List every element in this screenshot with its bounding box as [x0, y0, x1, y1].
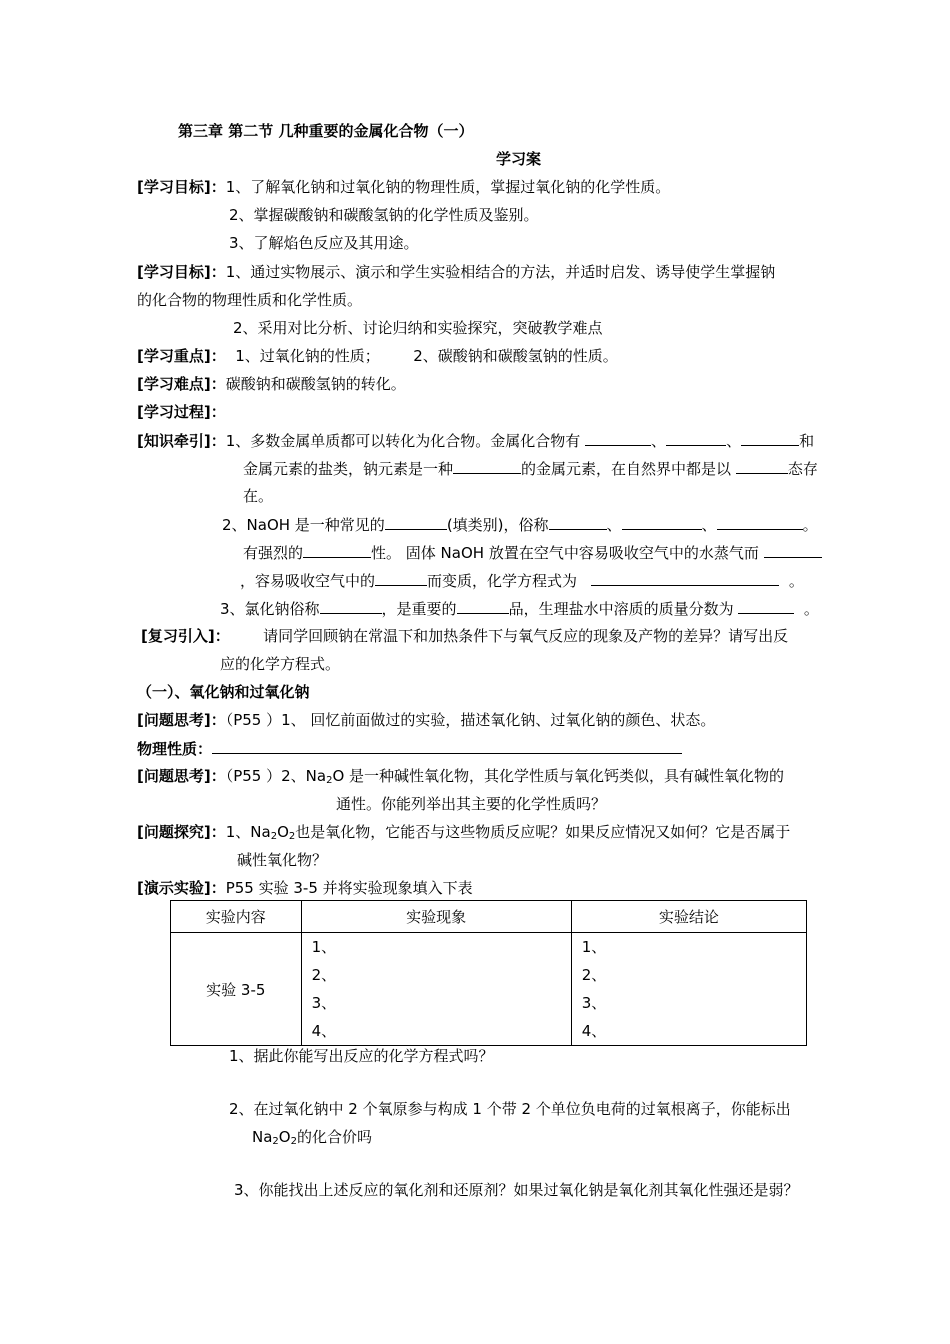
blank-field[interactable]	[457, 598, 509, 614]
experiment-table	[170, 900, 807, 1046]
k2-text: 性。 固体 NaOH 放置在空气中容易吸收空气中的水蒸气而	[371, 544, 759, 562]
blank-field[interactable]	[549, 514, 607, 530]
question-label: [问题思考]：	[137, 767, 226, 785]
review-label: [复习引入]：	[141, 627, 230, 645]
question-text: 的化合价吗	[296, 1128, 372, 1146]
k3-text: 3、氯化钠俗称	[220, 600, 320, 618]
followup-question-cont	[252, 1127, 372, 1147]
subscript: 2	[270, 831, 278, 842]
knowledge-line-5	[243, 542, 822, 563]
methods-label: [学习目标]：	[137, 263, 226, 281]
k1-text: 金属元素的盐类，钠元素是一种	[243, 460, 454, 478]
answer-field[interactable]	[212, 738, 682, 754]
k3-text: 。	[803, 600, 819, 618]
k2-text: (填类别)，俗称	[446, 516, 549, 534]
list-item: 4、	[311, 1022, 337, 1040]
explore-line-1	[137, 822, 790, 842]
list-item: 1、	[311, 938, 337, 956]
blank-field[interactable]	[622, 514, 702, 530]
column-header: 实验结论	[571, 901, 806, 933]
knowledge-line-4	[222, 514, 818, 535]
methods-text: 的化合物的物理性质和化学性质。	[137, 291, 363, 309]
physical-label: 物理性质：	[137, 740, 213, 758]
demo-label: [演示实验]：	[137, 879, 226, 897]
blank-field[interactable]	[738, 598, 794, 614]
knowledge-label: [知识牵引]：	[137, 432, 226, 450]
k1-sep: 、	[726, 432, 742, 450]
objective-item: 2、掌握碳酸钠和碳酸氢钠的化学性质及鉴别。	[229, 206, 539, 224]
list-item: 3、	[311, 994, 337, 1012]
blank-field[interactable]	[385, 514, 447, 530]
list-item: 2、	[311, 966, 337, 984]
explore-text: 也是氧化物，它能否与这些物质反应呢？如果反应情况又如何？它是否属于	[295, 823, 791, 841]
knowledge-line-1	[137, 430, 814, 451]
list-item: 4、	[581, 1022, 607, 1040]
blank-field[interactable]	[764, 542, 822, 558]
review-text: 请同学回顾钠在常温下和加热条件下与氧气反应的现象及产物的差异？请写出反	[263, 627, 789, 645]
blank-field[interactable]	[303, 542, 371, 558]
demo-line	[137, 878, 473, 898]
methods-text: 1、通过实物展示、演示和学生实验相结合的方法，并适时启发、诱导使学生掌握钠	[225, 263, 776, 281]
process-label: [学习过程]：	[137, 403, 226, 421]
question-text: O 是一种碱性氧化物，其化学性质与氧化钙类似，具有碱性氧化物的	[332, 767, 785, 785]
blank-field[interactable]	[320, 598, 382, 614]
key-item: 2、碳酸钠和碳酸氢钠的性质。	[413, 347, 618, 365]
explore-label: [问题探究]：	[137, 823, 226, 841]
question-text: （P55 ）2、Na	[225, 767, 327, 785]
list-item: 3、	[581, 994, 607, 1012]
subscript: 2	[288, 831, 296, 842]
key-item: 1、过氧化钠的性质；	[235, 347, 380, 365]
demo-text: P55 实验 3-5 并将实验现象填入下表	[225, 879, 473, 897]
column-header: 实验内容	[171, 901, 302, 933]
k2-text: 。	[788, 572, 804, 590]
methods-text: 2、采用对比分析、讨论归纳和实验探究，突破教学难点	[233, 319, 603, 337]
knowledge-line-7	[220, 598, 819, 619]
subscript: 2	[272, 1136, 279, 1147]
objectives-label: [学习目标]：	[137, 178, 226, 196]
formula-text: O	[278, 1128, 291, 1146]
k3-text: 品，生理盐水中溶质的质量分数为	[508, 600, 734, 618]
k1-text: 态存	[787, 460, 818, 478]
objective-item: 1、了解氧化钠和过氧化钠的物理性质，掌握过氧化钠的化学性质。	[225, 178, 671, 196]
table-header-row	[171, 901, 807, 933]
page-subtitle: 学习案	[496, 150, 542, 168]
blank-field[interactable]	[375, 570, 427, 586]
question-line-1	[137, 710, 715, 730]
difficulty-line	[137, 374, 406, 394]
question-text: 通性。你能列举出其主要的化学性质吗？	[336, 795, 607, 813]
k1-and: 和	[799, 432, 815, 450]
question-line-2	[137, 766, 784, 786]
k2-text: 2、NaOH 是一种常见的	[222, 516, 385, 534]
row-label: 实验 3-5	[171, 933, 302, 1046]
k1-text: 在。	[243, 487, 274, 505]
followup-question: 1、据此你能写出反应的化学方程式吗？	[229, 1047, 494, 1065]
explore-text: O	[277, 823, 289, 841]
k1-text: 的金属元素，在自然界中都是以	[521, 460, 732, 478]
section-heading: （一）、氧化钠和过氧化钠	[137, 683, 310, 701]
k1-sep: 、	[651, 432, 667, 450]
subscript: 2	[290, 1136, 297, 1147]
column-header: 实验现象	[301, 901, 571, 933]
list-item: 2、	[581, 966, 607, 984]
k2-text: 有强烈的	[243, 544, 304, 562]
k2-text: 而变质，化学方程式为	[427, 572, 578, 590]
blank-field[interactable]	[736, 458, 788, 474]
conclusion-cell[interactable]	[571, 933, 806, 1046]
knowledge-line-6	[240, 570, 804, 591]
blank-field[interactable]	[666, 430, 726, 446]
question-text: （P55 ）1、 回忆前面做过的实验，描述氧化钠、过氧化钠的颜色、状态。	[225, 711, 716, 729]
question-label: [问题思考]：	[137, 711, 226, 729]
k2-text: ，容易吸收空气中的	[240, 572, 376, 590]
followup-question: 2、在过氧化钠中 2 个氧原参与构成 1 个带 2 个单位负电荷的过氧根离子，你能标出	[229, 1100, 791, 1118]
explore-text: 1、Na	[225, 823, 271, 841]
physical-properties-line	[137, 738, 682, 759]
objective-item: 3、了解焰色反应及其用途。	[229, 234, 419, 252]
key-label: [学习重点]：	[137, 347, 226, 365]
knowledge-line-2	[243, 458, 818, 479]
review-text: 应的化学方程式。	[220, 655, 341, 673]
blank-field[interactable]	[585, 430, 651, 446]
methods-line-1	[137, 262, 775, 282]
blank-field[interactable]	[591, 570, 779, 586]
difficulty-text: 碳酸钠和碳酸氢钠的转化。	[225, 375, 406, 393]
explore-text: 碱性氧化物？	[237, 851, 328, 869]
blank-field[interactable]	[453, 458, 521, 474]
k2-sep: 、	[606, 516, 622, 534]
blank-field[interactable]	[741, 430, 799, 446]
blank-field[interactable]	[717, 514, 803, 530]
difficulty-label: [学习难点]：	[137, 375, 226, 393]
review-line-1	[141, 626, 788, 646]
key-points-line	[137, 346, 618, 366]
k2-sep: 、	[701, 516, 717, 534]
phenomena-cell[interactable]	[301, 933, 571, 1046]
objectives-line-1	[137, 177, 670, 197]
table-row	[171, 933, 807, 1046]
k3-text: ，是重要的	[381, 600, 457, 618]
k2-text: 。	[802, 516, 818, 534]
subscript: 2	[326, 775, 333, 786]
page-title: 第三章 第二节 几种重要的金属化合物（一）	[178, 122, 474, 140]
formula-text: Na	[252, 1128, 273, 1146]
followup-question: 3、你能找出上述反应的氧化剂和还原剂？如果过氧化钠是氧化剂其氧化性强还是弱？	[234, 1181, 799, 1199]
k1-text: 1、多数金属单质都可以转化为化合物。金属化合物有	[225, 432, 581, 450]
list-item: 1、	[581, 938, 607, 956]
